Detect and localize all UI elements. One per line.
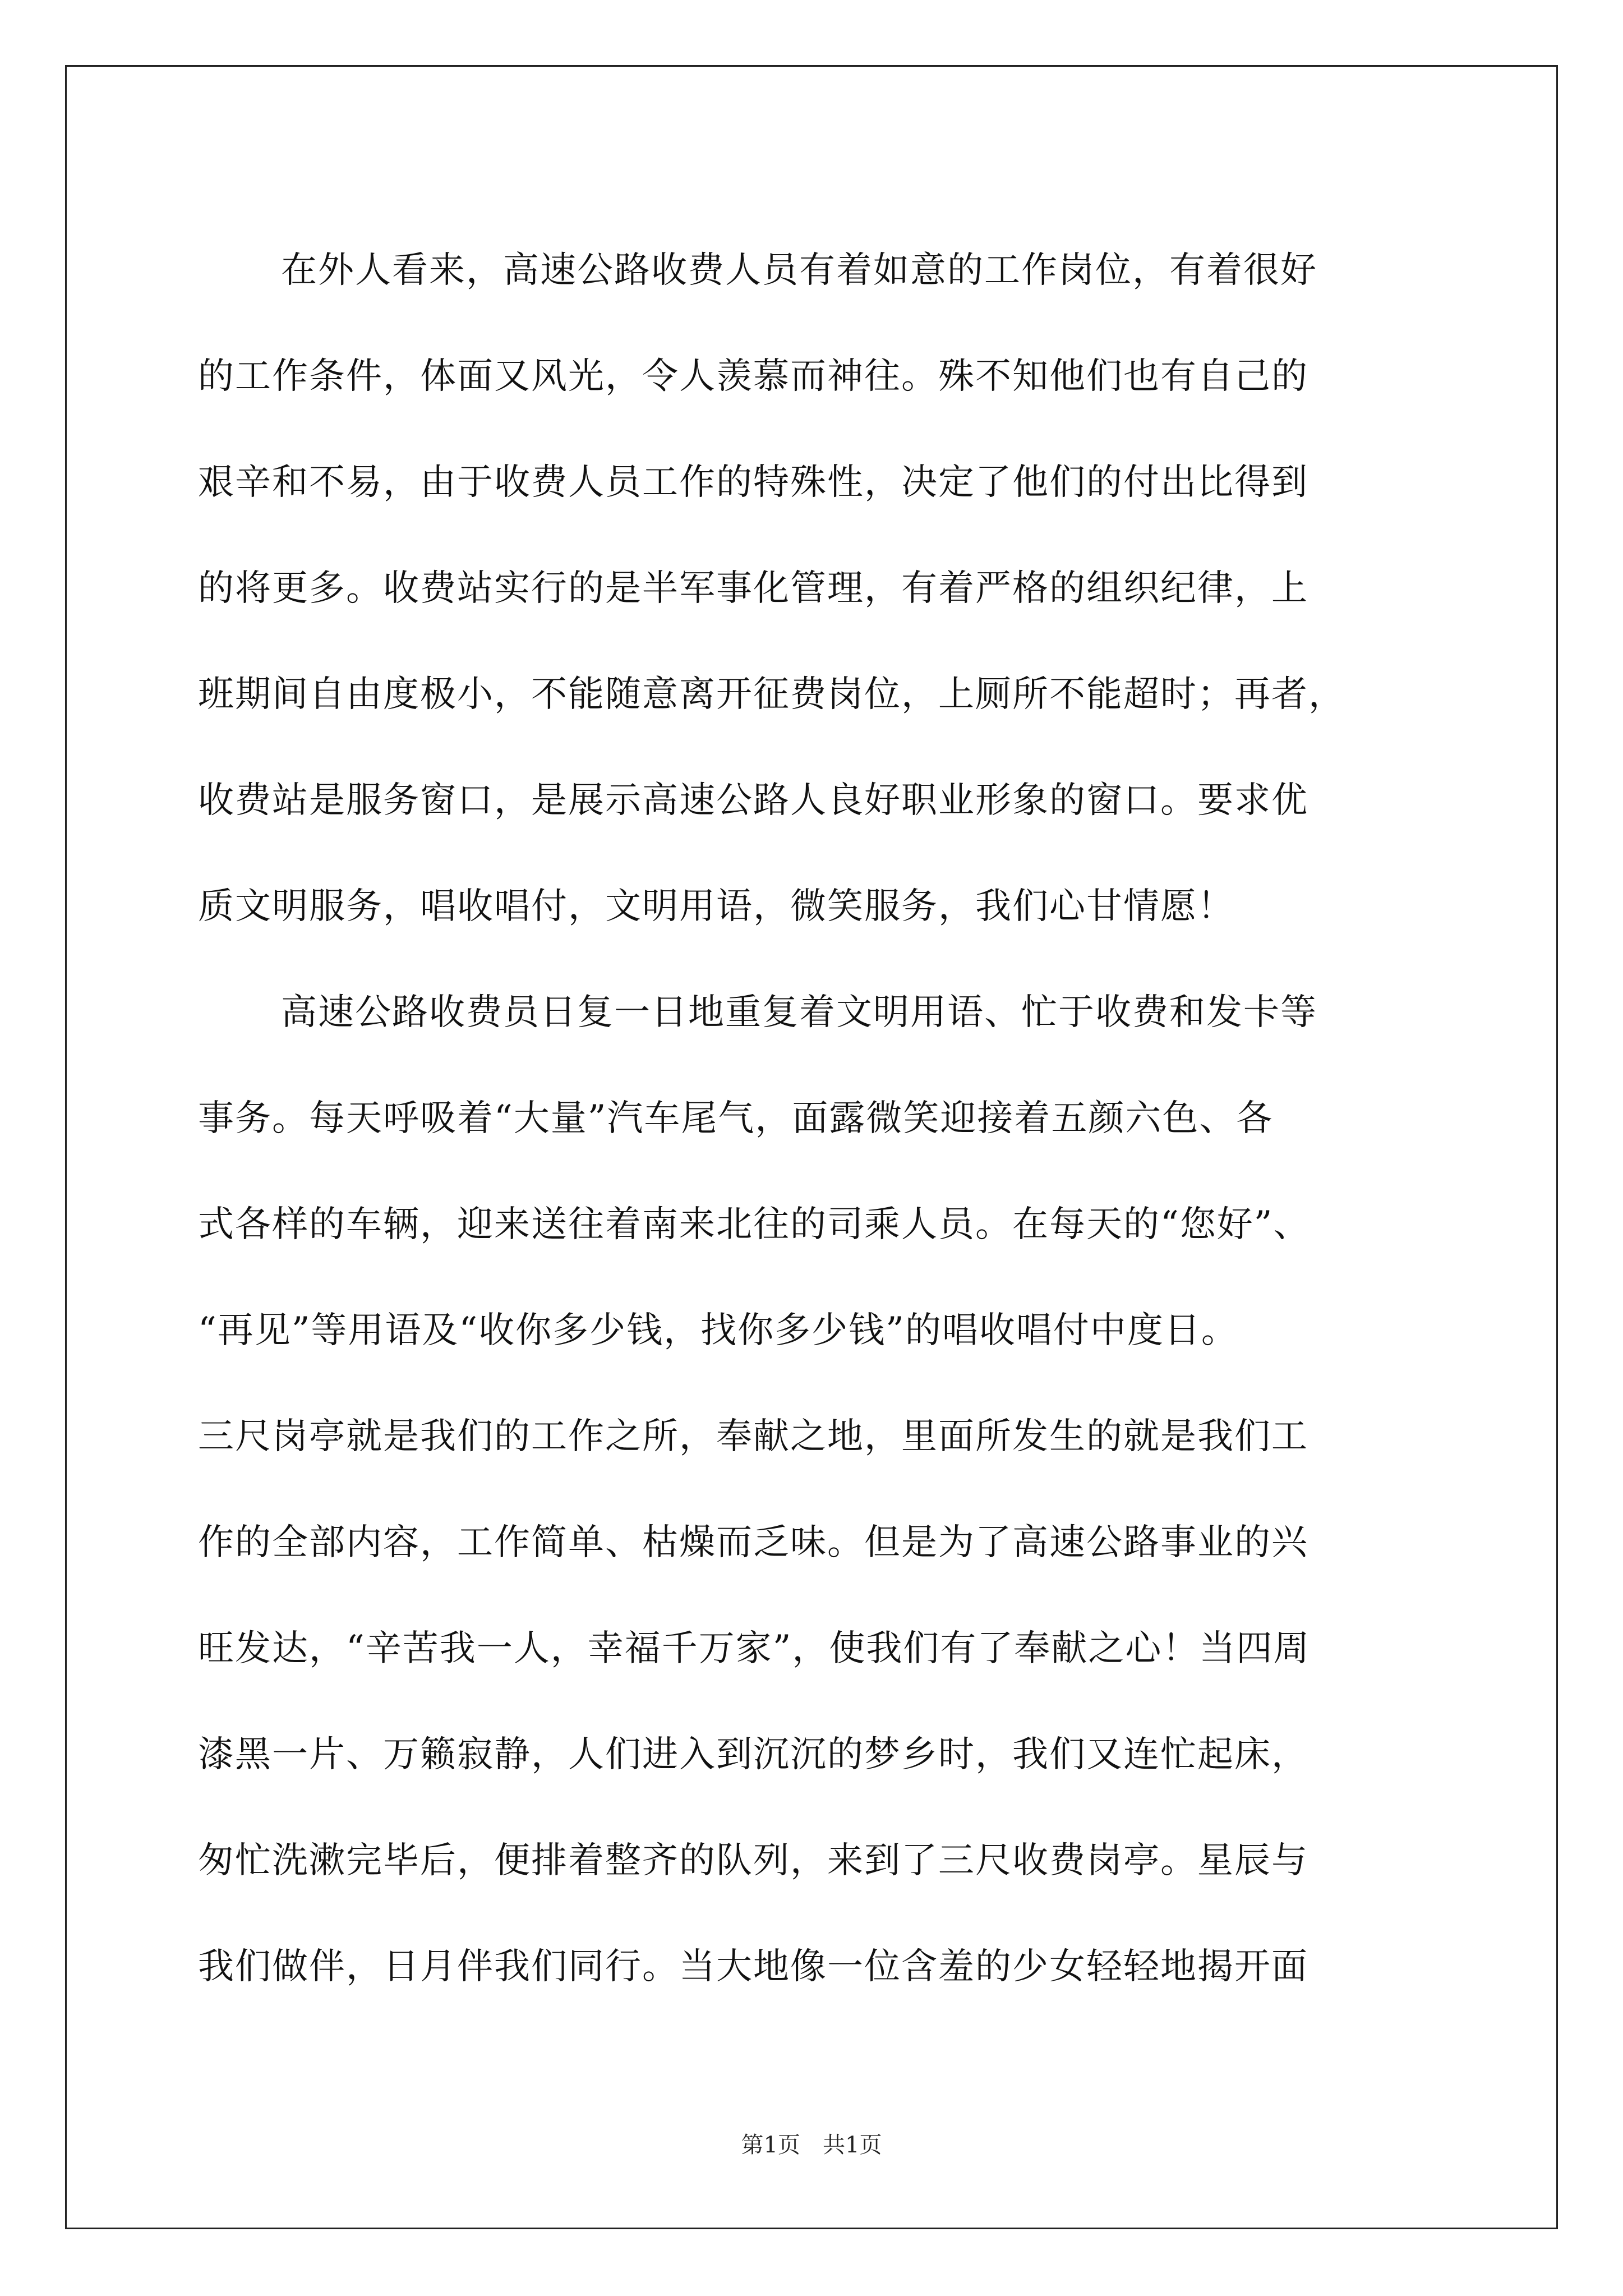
paragraph-1-line-6: 收费站是服务窗口，是展示高速公路人良好职业形象的窗口。要求优 <box>198 780 1308 821</box>
paragraph-2-line-3: 式各样的车辆，迎来送往着南来北往的司乘人员。在每天的“您好”、 <box>198 1204 1311 1245</box>
paragraph-1-line-1: 在外人看来，高速公路收费人员有着如意的工作岗位，有着很好 <box>281 250 1317 291</box>
paragraph-1-line-7: 质文明服务，唱收唱付，文明用语，微笑服务，我们心甘情愿！ <box>198 886 1234 927</box>
paragraph-2-line-1: 高速公路收费员日复一日地重复着文明用语、忙于收费和发卡等 <box>281 992 1317 1033</box>
paragraph-2-line-5: 三尺岗亭就是我们的工作之所，奉献之地，里面所发生的就是我们工 <box>198 1416 1308 1457</box>
paragraph-2-line-4: “再见”等用语及“收你多少钱，找你多少钱”的唱收唱付中度日。 <box>198 1310 1238 1351</box>
paragraph-2-line-7: 旺发达，“辛苦我一人，幸福千万家”，使我们有了奉献之心！当四周 <box>198 1628 1311 1669</box>
paragraph-2-line-8: 漆黑一片、万籁寂静，人们进入到沉沉的梦乡时，我们又连忙起床， <box>198 1734 1308 1775</box>
body-text <box>198 218 1432 2020</box>
paragraph-2-line-2: 事务。每天呼吸着“大量”汽车尾气，面露微笑迎接着五颜六色、各 <box>198 1098 1274 1139</box>
paragraph-1-line-5: 班期间自由度极小，不能随意离开征费岗位，上厕所不能超时；再者， <box>198 674 1345 715</box>
paragraph-2-line-10: 我们做伴，日月伴我们同行。当大地像一位含羞的少女轻轻地揭开面 <box>198 1946 1308 1987</box>
page-number-footer: 第1页 共1页 <box>741 2132 882 2158</box>
paragraph-1-line-2: 的工作条件，体面又风光，令人羡慕而神往。殊不知他们也有自己的 <box>198 356 1308 397</box>
paragraph-1-line-4: 的将更多。收费站实行的是半军事化管理，有着严格的组织纪律，上 <box>198 568 1308 609</box>
paragraph-2-line-9: 匆忙洗漱完毕后，便排着整齐的队列，来到了三尺收费岗亭。星辰与 <box>198 1840 1308 1881</box>
paragraph-2-line-6: 作的全部内容，工作简单、枯燥而乏味。但是为了高速公路事业的兴 <box>198 1522 1308 1563</box>
paragraph-1-line-3: 艰辛和不易，由于收费人员工作的特殊性，决定了他们的付出比得到 <box>198 462 1308 503</box>
